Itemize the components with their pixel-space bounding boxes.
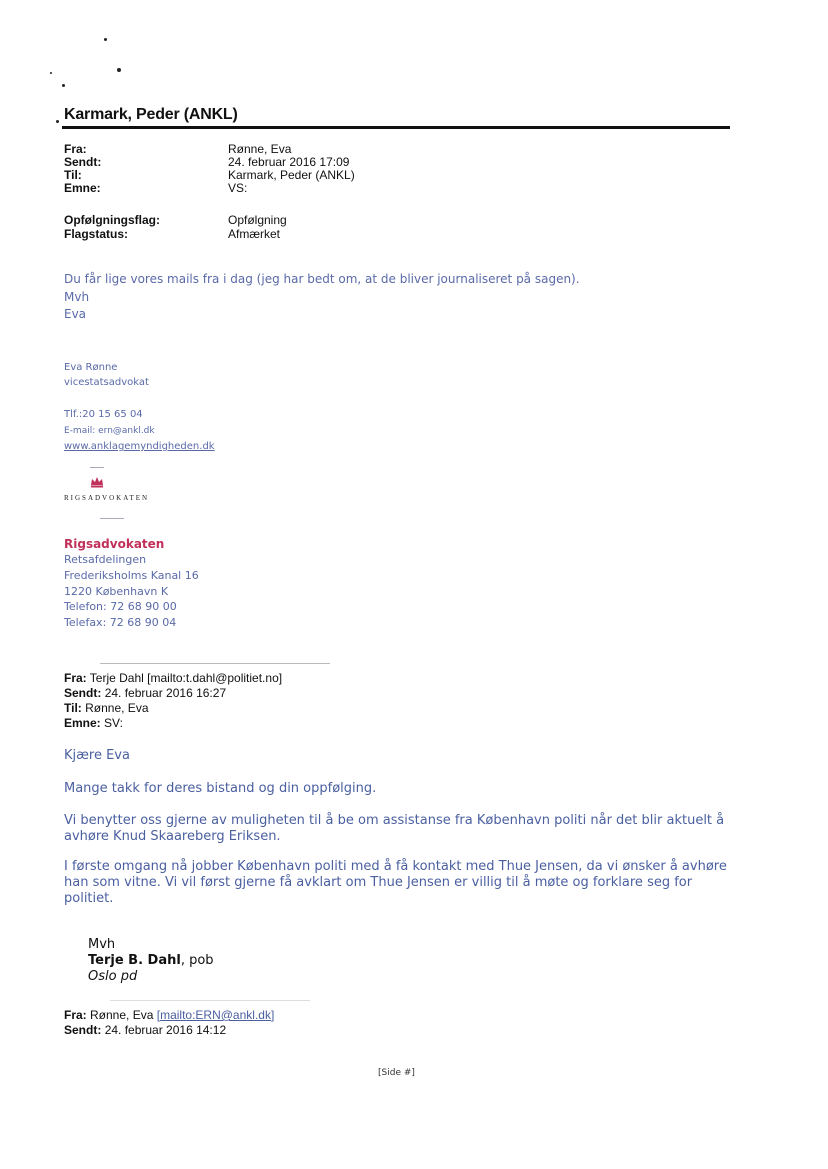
- message3-mailto-link[interactable]: [mailto:ERN@ankl.dk]: [156, 1008, 275, 1022]
- org-department: Retsafdelingen: [64, 553, 147, 566]
- subject-label: Emne:: [64, 181, 101, 195]
- followup-flag-value: Opfølgning: [228, 213, 287, 227]
- body-name: Eva: [64, 307, 87, 321]
- message2-paragraph: Vi benytter oss gjerne av muligheten til å be om assistanse fra København politi når det blir aktuelt å avhøre Knud Skaareberg Eriksen.: [64, 813, 725, 844]
- message2-paragraph: I første omgang nå jobber København politi med å få kontakt med Thue Jensen, da vi ønsker å avhøre han som vitne. Vi vil først gjerne få avklart om Thue Jensen er villig til å møte og forklare seg for politiet.: [64, 859, 727, 906]
- org-address-city: 1220 København K: [64, 585, 169, 598]
- scan-speck: [50, 72, 52, 74]
- message2-sent: [64, 686, 226, 700]
- signature-name: Eva Rønne: [64, 362, 118, 373]
- title-rule: [62, 126, 730, 129]
- message3-sent: [64, 1023, 226, 1037]
- message-separator: [100, 663, 330, 664]
- message3-sent-value: 24. februar 2016 14:12: [104, 1023, 227, 1037]
- sent-value: 24. februar 2016 17:09: [228, 155, 350, 169]
- message2-to-value: Rønne, Eva: [85, 701, 149, 715]
- message2-sender-name: Terje B. Dahl: [88, 953, 181, 968]
- signature-website-link[interactable]: www.anklagemyndigheden.dk: [64, 441, 215, 452]
- rigsadvokaten-logo-text: RIGSADVOKATEN: [64, 494, 150, 502]
- flag-status-value: Afmærket: [228, 227, 281, 241]
- from-label: Fra:: [64, 142, 87, 156]
- logo-divider: [100, 518, 124, 519]
- org-telefon: Telefon: 72 68 90 00: [64, 600, 177, 613]
- logo-divider: [90, 467, 104, 468]
- message2-subject-label: Emne:: [64, 716, 101, 730]
- flag-status-label: Flagstatus:: [64, 227, 129, 241]
- org-address-street: Frederiksholms Kanal 16: [64, 569, 199, 582]
- body-line: Du får lige vores mails fra i dag (jeg har bedt om, at de bliver journaliseret på sagen).: [64, 272, 580, 286]
- message2-sender-unit: Oslo pd: [88, 969, 138, 984]
- from-value: Rønne, Eva: [228, 142, 292, 156]
- message2-from: [64, 671, 282, 685]
- message2-closing: Mvh: [88, 937, 116, 952]
- body-closing: Mvh: [64, 290, 90, 304]
- org-telefax: Telefax: 72 68 90 04: [64, 616, 177, 629]
- message2-greeting: Kjære Eva: [64, 748, 130, 763]
- followup-flag-label: Opfølgningsflag:: [64, 213, 160, 227]
- signature-role: vicestatsadvokat: [64, 377, 149, 388]
- crown-icon: [90, 476, 104, 488]
- scan-speck: [117, 68, 121, 72]
- page-number: [Side #]: [378, 1068, 415, 1078]
- message2-paragraph: Mange takk for deres bistand og din oppfølging.: [64, 781, 377, 796]
- sent-label: Sendt:: [64, 155, 102, 169]
- message3-from: [64, 1008, 274, 1022]
- message2-subject: [64, 716, 123, 730]
- message2-from-value: Terje Dahl [mailto:t.dahl@politiet.no]: [89, 671, 283, 685]
- message2-from-label: Fra:: [64, 671, 87, 685]
- message2-sender-title: , pob: [180, 953, 214, 968]
- org-name: Rigsadvokaten: [64, 537, 165, 551]
- message3-from-label: Fra:: [64, 1008, 87, 1022]
- subject-value: VS:: [228, 181, 248, 195]
- scan-speck: [62, 84, 65, 87]
- scan-speck: [104, 38, 107, 41]
- signature-email: E-mail: ern@ankl.dk: [64, 426, 155, 436]
- message3-from-value: Rønne, Eva: [90, 1008, 154, 1022]
- message2-sender: [88, 952, 214, 969]
- message2-to: [64, 701, 149, 715]
- email-title: Karmark, Peder (ANKL): [64, 106, 238, 123]
- message2-subject-value: SV:: [104, 716, 123, 730]
- message3-sent-label: Sendt:: [64, 1023, 102, 1037]
- message-separator: [110, 1000, 310, 1001]
- message2-sent-label: Sendt:: [64, 686, 102, 700]
- signature-phone: Tlf.:20 15 65 04: [64, 409, 143, 420]
- message2-to-label: Til:: [64, 701, 82, 715]
- to-value: Karmark, Peder (ANKL): [228, 168, 355, 182]
- message2-sent-value: 24. februar 2016 16:27: [104, 686, 227, 700]
- scan-speck: [56, 120, 59, 123]
- to-label: Til:: [64, 168, 82, 182]
